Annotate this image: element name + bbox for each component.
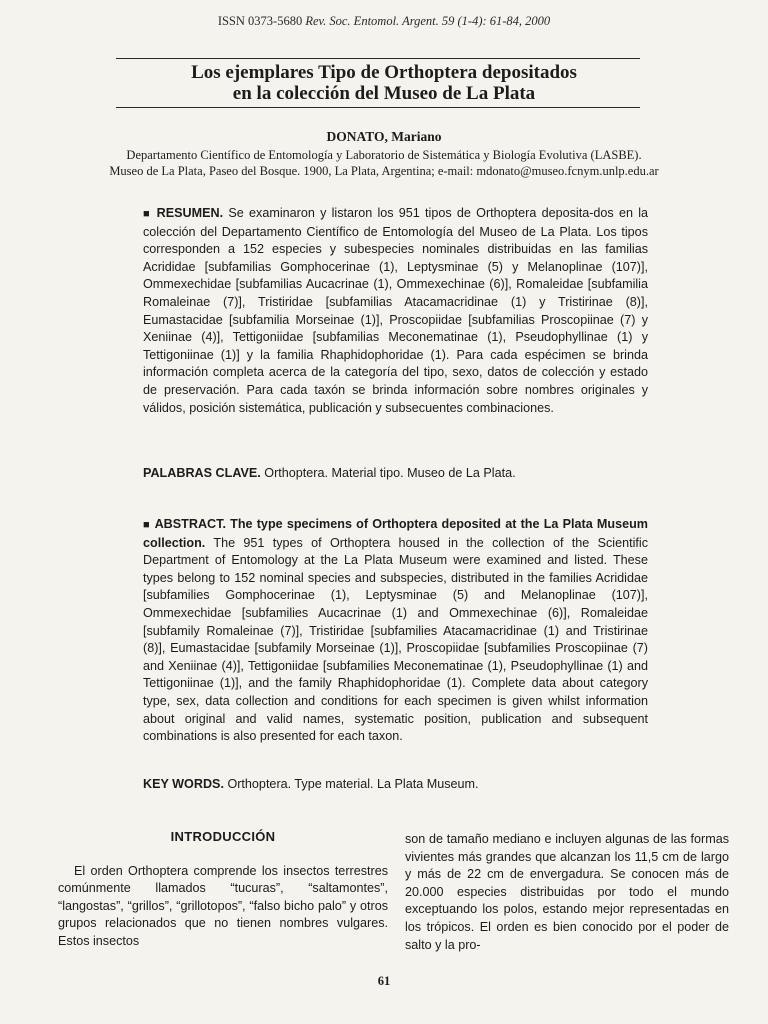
- paper-title: [90, 62, 678, 104]
- title-top-rule: [116, 58, 640, 59]
- intro-paragraph: El orden Orthoptera comprende los insectos terrestres comúnmente llamados “tucuras”, “saltamontes”, “langostas”, “grillos”, “grillotopos”, “falso bicho palo” y otros grupos relacionados que no tienen nombres vulgares. Estos insectos: [58, 863, 388, 948]
- resumen-text: Se examinaron y listaron los 951 tipos de Orthoptera deposita-dos en la colección del Departamento Científico de Entomología del Museo de La Plata. Los tipos corresponden a 152 especies y subespecies nominales distribuidas en las familias Acrididae [subfamilias Gomphocerinae (1), Leptysminae (5) y Melanoplinae (107)], Ommexechidae [subfamilias Aucacrinae (1), Ommexechinae (6)], Romaleidae [subfamilia Romaleinae (7)], Tristiridae [subfamilias Atacamacridinae (1) y Tristirinae (8)], Eumastacidae [subfamilia Morseinae (1)], Proscopiidae [subfamilias Proscopiinae (7) y Xeniinae (4)], Tettigoniidae [subfamilias Meconematinae (1), Pseudophyllinae (1) y Tettigoniinae (1)] y la familia Rhaphidophoridae (1). Para cada espécimen se brinda información completa acerca de la categoría del tipo, sexo, datos de colección y estado de preservación. Para cada taxón se brinda información sobre nombres originales y válidos, posición sistemática, publicación y subsecuentes combinaciones.: [143, 206, 648, 415]
- journal-source: Rev. Soc. Entomol. Argent. 59 (1-4): 61-84, 2000: [305, 14, 551, 28]
- intro-left-column: [58, 826, 388, 951]
- resumen-section: [143, 205, 648, 417]
- palabras-clave-label: PALABRAS CLAVE.: [143, 466, 261, 480]
- title-bottom-rule: [116, 107, 640, 108]
- abstract-label: ABSTRACT. The type specimens of Orthoptera deposited at the La Plata Museum collection.: [143, 517, 649, 550]
- affiliation-line-2: Museo de La Plata, Paseo del Bosque. 1900, La Plata, Argentina; e-mail: mdonato@museo.fcnym.unlp.edu.ar: [109, 164, 659, 178]
- palabras-clave-text: Orthoptera. Material tipo. Museo de La Plata.: [264, 466, 516, 480]
- square-bullet-icon: ■: [143, 519, 151, 531]
- author-affiliation: [40, 147, 728, 179]
- title-line-1: Los ejemplares Tipo de Orthoptera depositados: [191, 62, 577, 83]
- intro-right-column: [405, 831, 729, 954]
- square-bullet-icon: ■: [143, 208, 152, 220]
- title-line-2: en la colección del Museo de La Plata: [232, 83, 536, 104]
- author-name: DONATO, Mariano: [326, 129, 442, 144]
- palabras-clave: [143, 465, 648, 483]
- abstract-text: The 951 types of Orthoptera housed in the collection of the Scientific Department of Entomology at the La Plata Museum were examined and listed. These types belong to 152 nominal species and subspecies, distributed in the families Acrididae [subfamilies Gomphocerinae (1), Leptysminae (5) and Melanoplinae (107)], Ommexechidae [subfamilies Aucacrinae (1) and Ommexechinae (6)], Romaleidae [subfamily Romaleinae (7)], Tristiridae [subfamilies Atacamacridinae (1) and Tristirinae (8)], Eumastacidae [subfamily Morseinae (1)], Proscopiidae [subfamilies Proscopiinae (7) and Xeniinae (4)], Tettigoniidae [subfamilies Meconematinae (1), Pseudophyllinae (1) and Tettigoniinae (1)], and the family Rhaphidophoridae (1). Complete data about category type, sex, data collection and conditions for each specimen is given whilst information about original and valid names, systematic position, publication and subsequent combinations is also presented for each taxon.: [143, 535, 648, 744]
- key-words-text: Orthoptera. Type material. La Plata Museum.: [227, 777, 479, 791]
- journal-header: [0, 14, 768, 29]
- page-number: 61: [377, 974, 391, 988]
- intro-paragraph-continued: son de tamaño mediano e incluyen algunas de las formas vivientes más grandes que alcanzan los 11,5 cm de largo y más de 22 cm de envergadura. Se conocen más de 20.000 especies distribuidas por todo el mundo exceptuando los polos, estando mejor representadas en los trópicos. El orden es bien conocido por el poder de salto y la pro-: [405, 832, 729, 952]
- key-words-label: KEY WORDS.: [143, 777, 224, 791]
- section-heading: INTRODUCCIÓN: [170, 829, 276, 844]
- resumen-label: RESUMEN.: [156, 206, 224, 220]
- key-words: [143, 776, 648, 794]
- issn: ISSN 0373-5680: [217, 14, 303, 28]
- affiliation-line-1: Departamento Científico de Entomología y Laboratorio de Sistemática y Biología Evolutiva (LASBE).: [126, 148, 642, 162]
- abstract-section: [143, 516, 648, 746]
